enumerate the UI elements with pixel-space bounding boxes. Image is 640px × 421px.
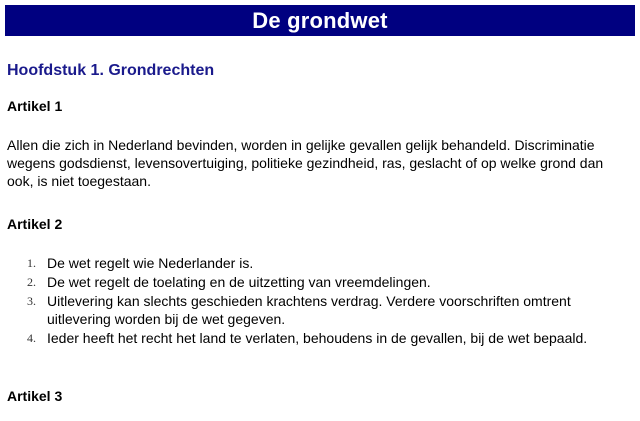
article-1-paragraph: Allen die zich in Nederland bevinden, worden in gelijke gevallen gelijk behandeld. Discriminatie wegens godsdienst, levensovertuiging, politieke gezindheid, ras, geslacht of op welke grond dan ook, is niet toegestaan. — [7, 137, 604, 189]
list-item — [0, 273, 620, 291]
list-item-number: 1. — [27, 256, 36, 270]
list-item-number: 2. — [27, 275, 36, 289]
chapter-heading: Hoofdstuk 1. Grondrechten — [7, 62, 215, 79]
page-title-banner — [5, 5, 635, 36]
list-item-number: 4. — [27, 331, 36, 345]
page-title: De grondwet — [252, 7, 388, 33]
list-item-text: Ieder heeft het recht het land te verlaten, behoudens in de gevallen, bij de wet bepaald. — [47, 330, 588, 346]
article-heading-3: Artikel 3 — [7, 388, 63, 404]
article-heading-1: Artikel 1 — [7, 98, 63, 114]
list-item — [0, 329, 620, 347]
list-item-text: Uitlevering kan slechts geschieden krachtens verdrag. Verdere voorschriften omtrent uitlevering worden bij de wet gegeven. — [47, 293, 571, 327]
article-2-list — [0, 254, 620, 348]
list-item — [0, 254, 620, 272]
list-item — [0, 292, 620, 328]
list-item-number: 3. — [27, 294, 36, 308]
list-item-text: De wet regelt wie Nederlander is. — [47, 255, 254, 271]
article-heading-2: Artikel 2 — [7, 216, 63, 232]
list-item-text: De wet regelt de toelating en de uitzetting van vreemdelingen. — [47, 274, 431, 290]
